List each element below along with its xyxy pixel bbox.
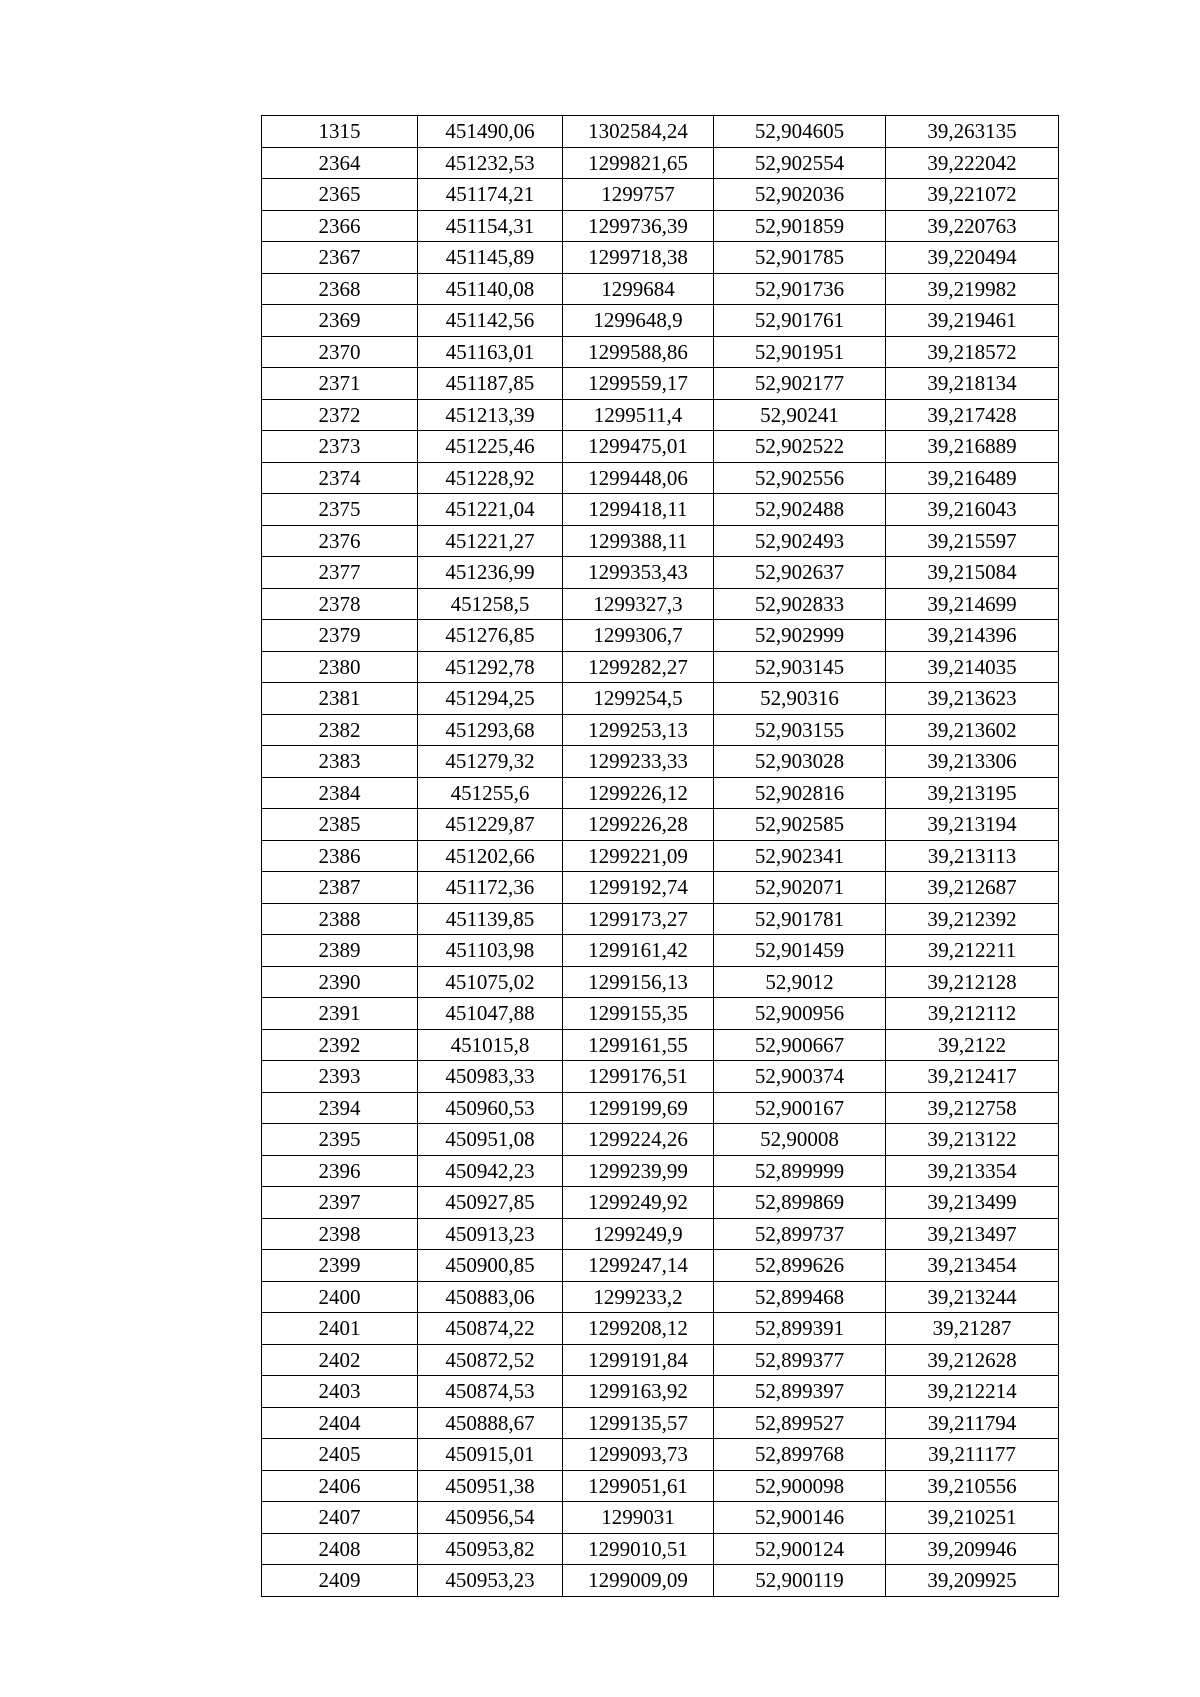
latitude-cell: 52,902554 (714, 147, 886, 179)
x-coordinate-cell: 451221,27 (418, 525, 563, 557)
longitude-cell: 39,219982 (886, 273, 1059, 305)
x-coordinate-cell: 450888,67 (418, 1407, 563, 1439)
latitude-cell: 52,902999 (714, 620, 886, 652)
table-row (262, 116, 1059, 148)
y-coordinate-cell: 1299282,27 (563, 651, 714, 683)
longitude-cell: 39,215597 (886, 525, 1059, 557)
point-number-cell: 2384 (262, 777, 418, 809)
y-coordinate-cell: 1299221,09 (563, 840, 714, 872)
longitude-cell: 39,220494 (886, 242, 1059, 274)
x-coordinate-cell: 451187,85 (418, 368, 563, 400)
point-number-cell: 2383 (262, 746, 418, 778)
point-number-cell: 2407 (262, 1502, 418, 1534)
latitude-cell: 52,904605 (714, 116, 886, 148)
y-coordinate-cell: 1299718,38 (563, 242, 714, 274)
longitude-cell: 39,216043 (886, 494, 1059, 526)
point-number-cell: 2364 (262, 147, 418, 179)
x-coordinate-cell: 450900,85 (418, 1250, 563, 1282)
table-row (262, 777, 1059, 809)
y-coordinate-cell: 1299051,61 (563, 1470, 714, 1502)
longitude-cell: 39,213122 (886, 1124, 1059, 1156)
y-coordinate-cell: 1299306,7 (563, 620, 714, 652)
y-coordinate-cell: 1299161,55 (563, 1029, 714, 1061)
point-number-cell: 2409 (262, 1565, 418, 1597)
y-coordinate-cell: 1299418,11 (563, 494, 714, 526)
x-coordinate-cell: 450953,82 (418, 1533, 563, 1565)
y-coordinate-cell: 1299208,12 (563, 1313, 714, 1345)
x-coordinate-cell: 451075,02 (418, 966, 563, 998)
x-coordinate-cell: 450951,08 (418, 1124, 563, 1156)
y-coordinate-cell: 1299173,27 (563, 903, 714, 935)
longitude-cell: 39,220763 (886, 210, 1059, 242)
longitude-cell: 39,221072 (886, 179, 1059, 211)
latitude-cell: 52,900119 (714, 1565, 886, 1597)
point-number-cell: 2401 (262, 1313, 418, 1345)
latitude-cell: 52,900098 (714, 1470, 886, 1502)
latitude-cell: 52,899391 (714, 1313, 886, 1345)
x-coordinate-cell: 450874,22 (418, 1313, 563, 1345)
table-row (262, 966, 1059, 998)
longitude-cell: 39,209946 (886, 1533, 1059, 1565)
x-coordinate-cell: 451221,04 (418, 494, 563, 526)
table-row (262, 399, 1059, 431)
point-number-cell: 2388 (262, 903, 418, 935)
longitude-cell: 39,211177 (886, 1439, 1059, 1471)
table-row (262, 1502, 1059, 1534)
latitude-cell: 52,900374 (714, 1061, 886, 1093)
y-coordinate-cell: 1299156,13 (563, 966, 714, 998)
longitude-cell: 39,213195 (886, 777, 1059, 809)
table-row (262, 1344, 1059, 1376)
longitude-cell: 39,214035 (886, 651, 1059, 683)
y-coordinate-cell: 1299684 (563, 273, 714, 305)
point-number-cell: 2396 (262, 1155, 418, 1187)
latitude-cell: 52,899737 (714, 1218, 886, 1250)
table-row (262, 1187, 1059, 1219)
x-coordinate-cell: 451103,98 (418, 935, 563, 967)
table-row (262, 714, 1059, 746)
latitude-cell: 52,899397 (714, 1376, 886, 1408)
x-coordinate-cell: 451490,06 (418, 116, 563, 148)
point-number-cell: 2402 (262, 1344, 418, 1376)
longitude-cell: 39,213602 (886, 714, 1059, 746)
y-coordinate-cell: 1299155,35 (563, 998, 714, 1030)
table-row (262, 840, 1059, 872)
longitude-cell: 39,212392 (886, 903, 1059, 935)
longitude-cell: 39,218134 (886, 368, 1059, 400)
y-coordinate-cell: 1299559,17 (563, 368, 714, 400)
y-coordinate-cell: 1299511,4 (563, 399, 714, 431)
latitude-cell: 52,90008 (714, 1124, 886, 1156)
latitude-cell: 52,903028 (714, 746, 886, 778)
longitude-cell: 39,222042 (886, 147, 1059, 179)
longitude-cell: 39,216889 (886, 431, 1059, 463)
y-coordinate-cell: 1299254,5 (563, 683, 714, 715)
x-coordinate-cell: 450913,23 (418, 1218, 563, 1250)
table-row (262, 210, 1059, 242)
latitude-cell: 52,901859 (714, 210, 886, 242)
x-coordinate-cell: 451202,66 (418, 840, 563, 872)
longitude-cell: 39,214699 (886, 588, 1059, 620)
table-row (262, 1124, 1059, 1156)
table-row (262, 1376, 1059, 1408)
longitude-cell: 39,213454 (886, 1250, 1059, 1282)
longitude-cell: 39,212211 (886, 935, 1059, 967)
latitude-cell: 52,899869 (714, 1187, 886, 1219)
longitude-cell: 39,211794 (886, 1407, 1059, 1439)
x-coordinate-cell: 451258,5 (418, 588, 563, 620)
latitude-cell: 52,901951 (714, 336, 886, 368)
longitude-cell: 39,21287 (886, 1313, 1059, 1345)
table-row (262, 525, 1059, 557)
x-coordinate-cell: 451236,99 (418, 557, 563, 589)
point-number-cell: 2372 (262, 399, 418, 431)
y-coordinate-cell: 1299226,12 (563, 777, 714, 809)
point-number-cell: 2386 (262, 840, 418, 872)
latitude-cell: 52,902488 (714, 494, 886, 526)
table-row (262, 305, 1059, 337)
point-number-cell: 2373 (262, 431, 418, 463)
point-number-cell: 2377 (262, 557, 418, 589)
table-row (262, 1439, 1059, 1471)
longitude-cell: 39,212687 (886, 872, 1059, 904)
point-number-cell: 2382 (262, 714, 418, 746)
table-row (262, 431, 1059, 463)
x-coordinate-cell: 451139,85 (418, 903, 563, 935)
x-coordinate-cell: 451140,08 (418, 273, 563, 305)
point-number-cell: 2376 (262, 525, 418, 557)
y-coordinate-cell: 1299224,26 (563, 1124, 714, 1156)
y-coordinate-cell: 1299475,01 (563, 431, 714, 463)
latitude-cell: 52,901781 (714, 903, 886, 935)
y-coordinate-cell: 1299010,51 (563, 1533, 714, 1565)
longitude-cell: 39,213497 (886, 1218, 1059, 1250)
table-row (262, 147, 1059, 179)
x-coordinate-cell: 451163,01 (418, 336, 563, 368)
point-number-cell: 2389 (262, 935, 418, 967)
table-row (262, 588, 1059, 620)
table-row (262, 273, 1059, 305)
point-number-cell: 2400 (262, 1281, 418, 1313)
y-coordinate-cell: 1299135,57 (563, 1407, 714, 1439)
point-number-cell: 2379 (262, 620, 418, 652)
x-coordinate-cell: 450872,52 (418, 1344, 563, 1376)
x-coordinate-cell: 451145,89 (418, 242, 563, 274)
point-number-cell: 2367 (262, 242, 418, 274)
latitude-cell: 52,900146 (714, 1502, 886, 1534)
x-coordinate-cell: 451142,56 (418, 305, 563, 337)
latitude-cell: 52,902833 (714, 588, 886, 620)
x-coordinate-cell: 451293,68 (418, 714, 563, 746)
latitude-cell: 52,899768 (714, 1439, 886, 1471)
table-row (262, 935, 1059, 967)
longitude-cell: 39,218572 (886, 336, 1059, 368)
point-number-cell: 2371 (262, 368, 418, 400)
longitude-cell: 39,210251 (886, 1502, 1059, 1534)
y-coordinate-cell: 1299191,84 (563, 1344, 714, 1376)
y-coordinate-cell: 1299253,13 (563, 714, 714, 746)
latitude-cell: 52,90316 (714, 683, 886, 715)
longitude-cell: 39,209925 (886, 1565, 1059, 1597)
point-number-cell: 2405 (262, 1439, 418, 1471)
table-row (262, 1533, 1059, 1565)
point-number-cell: 2392 (262, 1029, 418, 1061)
point-number-cell: 2399 (262, 1250, 418, 1282)
x-coordinate-cell: 450942,23 (418, 1155, 563, 1187)
y-coordinate-cell: 1302584,24 (563, 116, 714, 148)
point-number-cell: 2369 (262, 305, 418, 337)
x-coordinate-cell: 451276,85 (418, 620, 563, 652)
table-row (262, 746, 1059, 778)
latitude-cell: 52,902036 (714, 179, 886, 211)
longitude-cell: 39,213244 (886, 1281, 1059, 1313)
coordinates-table-body (262, 116, 1059, 1597)
longitude-cell: 39,213306 (886, 746, 1059, 778)
latitude-cell: 52,902341 (714, 840, 886, 872)
point-number-cell: 2380 (262, 651, 418, 683)
y-coordinate-cell: 1299588,86 (563, 336, 714, 368)
latitude-cell: 52,902071 (714, 872, 886, 904)
y-coordinate-cell: 1299821,65 (563, 147, 714, 179)
latitude-cell: 52,902177 (714, 368, 886, 400)
x-coordinate-cell: 451174,21 (418, 179, 563, 211)
x-coordinate-cell: 451225,46 (418, 431, 563, 463)
y-coordinate-cell: 1299176,51 (563, 1061, 714, 1093)
longitude-cell: 39,216489 (886, 462, 1059, 494)
y-coordinate-cell: 1299161,42 (563, 935, 714, 967)
y-coordinate-cell: 1299199,69 (563, 1092, 714, 1124)
latitude-cell: 52,900124 (714, 1533, 886, 1565)
latitude-cell: 52,900167 (714, 1092, 886, 1124)
point-number-cell: 2366 (262, 210, 418, 242)
latitude-cell: 52,899468 (714, 1281, 886, 1313)
x-coordinate-cell: 451292,78 (418, 651, 563, 683)
longitude-cell: 39,213499 (886, 1187, 1059, 1219)
longitude-cell: 39,2122 (886, 1029, 1059, 1061)
table-row (262, 1565, 1059, 1597)
latitude-cell: 52,9012 (714, 966, 886, 998)
y-coordinate-cell: 1299353,43 (563, 557, 714, 589)
table-row (262, 1470, 1059, 1502)
table-row (262, 462, 1059, 494)
x-coordinate-cell: 451232,53 (418, 147, 563, 179)
table-row (262, 1029, 1059, 1061)
longitude-cell: 39,212758 (886, 1092, 1059, 1124)
x-coordinate-cell: 450956,54 (418, 1502, 563, 1534)
y-coordinate-cell: 1299448,06 (563, 462, 714, 494)
x-coordinate-cell: 451228,92 (418, 462, 563, 494)
latitude-cell: 52,901736 (714, 273, 886, 305)
latitude-cell: 52,899999 (714, 1155, 886, 1187)
y-coordinate-cell: 1299239,99 (563, 1155, 714, 1187)
latitude-cell: 52,901785 (714, 242, 886, 274)
longitude-cell: 39,213623 (886, 683, 1059, 715)
point-number-cell: 2393 (262, 1061, 418, 1093)
point-number-cell: 2395 (262, 1124, 418, 1156)
latitude-cell: 52,902556 (714, 462, 886, 494)
x-coordinate-cell: 451229,87 (418, 809, 563, 841)
x-coordinate-cell: 451279,32 (418, 746, 563, 778)
table-row (262, 494, 1059, 526)
table-row (262, 1313, 1059, 1345)
table-row (262, 179, 1059, 211)
longitude-cell: 39,212417 (886, 1061, 1059, 1093)
point-number-cell: 2374 (262, 462, 418, 494)
longitude-cell: 39,213113 (886, 840, 1059, 872)
y-coordinate-cell: 1299648,9 (563, 305, 714, 337)
point-number-cell: 2398 (262, 1218, 418, 1250)
x-coordinate-cell: 450915,01 (418, 1439, 563, 1471)
longitude-cell: 39,215084 (886, 557, 1059, 589)
point-number-cell: 2391 (262, 998, 418, 1030)
y-coordinate-cell: 1299226,28 (563, 809, 714, 841)
point-number-cell: 2404 (262, 1407, 418, 1439)
latitude-cell: 52,899527 (714, 1407, 886, 1439)
y-coordinate-cell: 1299031 (563, 1502, 714, 1534)
table-row (262, 1407, 1059, 1439)
y-coordinate-cell: 1299388,11 (563, 525, 714, 557)
longitude-cell: 39,214396 (886, 620, 1059, 652)
point-number-cell: 1315 (262, 116, 418, 148)
y-coordinate-cell: 1299233,2 (563, 1281, 714, 1313)
table-row (262, 242, 1059, 274)
x-coordinate-cell: 451172,36 (418, 872, 563, 904)
latitude-cell: 52,90241 (714, 399, 886, 431)
x-coordinate-cell: 451015,8 (418, 1029, 563, 1061)
latitude-cell: 52,902816 (714, 777, 886, 809)
latitude-cell: 52,902637 (714, 557, 886, 589)
x-coordinate-cell: 450927,85 (418, 1187, 563, 1219)
latitude-cell: 52,900667 (714, 1029, 886, 1061)
longitude-cell: 39,212112 (886, 998, 1059, 1030)
point-number-cell: 2390 (262, 966, 418, 998)
y-coordinate-cell: 1299009,09 (563, 1565, 714, 1597)
table-row (262, 620, 1059, 652)
point-number-cell: 2368 (262, 273, 418, 305)
table-row (262, 1281, 1059, 1313)
y-coordinate-cell: 1299757 (563, 179, 714, 211)
latitude-cell: 52,901761 (714, 305, 886, 337)
table-row (262, 1092, 1059, 1124)
y-coordinate-cell: 1299249,92 (563, 1187, 714, 1219)
latitude-cell: 52,900956 (714, 998, 886, 1030)
longitude-cell: 39,213354 (886, 1155, 1059, 1187)
longitude-cell: 39,213194 (886, 809, 1059, 841)
point-number-cell: 2378 (262, 588, 418, 620)
point-number-cell: 2365 (262, 179, 418, 211)
x-coordinate-cell: 450874,53 (418, 1376, 563, 1408)
latitude-cell: 52,903145 (714, 651, 886, 683)
table-row (262, 903, 1059, 935)
table-row (262, 1061, 1059, 1093)
x-coordinate-cell: 451255,6 (418, 777, 563, 809)
longitude-cell: 39,212128 (886, 966, 1059, 998)
table-row (262, 557, 1059, 589)
y-coordinate-cell: 1299163,92 (563, 1376, 714, 1408)
table-row (262, 1250, 1059, 1282)
latitude-cell: 52,901459 (714, 935, 886, 967)
latitude-cell: 52,902493 (714, 525, 886, 557)
table-row (262, 1218, 1059, 1250)
x-coordinate-cell: 450951,38 (418, 1470, 563, 1502)
longitude-cell: 39,212628 (886, 1344, 1059, 1376)
longitude-cell: 39,210556 (886, 1470, 1059, 1502)
latitude-cell: 52,899377 (714, 1344, 886, 1376)
table-row (262, 683, 1059, 715)
point-number-cell: 2397 (262, 1187, 418, 1219)
longitude-cell: 39,219461 (886, 305, 1059, 337)
coordinates-table (261, 115, 1059, 1597)
latitude-cell: 52,899626 (714, 1250, 886, 1282)
y-coordinate-cell: 1299233,33 (563, 746, 714, 778)
x-coordinate-cell: 450953,23 (418, 1565, 563, 1597)
table-row (262, 1155, 1059, 1187)
x-coordinate-cell: 451047,88 (418, 998, 563, 1030)
y-coordinate-cell: 1299249,9 (563, 1218, 714, 1250)
table-row (262, 998, 1059, 1030)
y-coordinate-cell: 1299247,14 (563, 1250, 714, 1282)
y-coordinate-cell: 1299192,74 (563, 872, 714, 904)
y-coordinate-cell: 1299327,3 (563, 588, 714, 620)
point-number-cell: 2403 (262, 1376, 418, 1408)
table-row (262, 872, 1059, 904)
x-coordinate-cell: 451154,31 (418, 210, 563, 242)
point-number-cell: 2370 (262, 336, 418, 368)
point-number-cell: 2387 (262, 872, 418, 904)
x-coordinate-cell: 451294,25 (418, 683, 563, 715)
longitude-cell: 39,212214 (886, 1376, 1059, 1408)
longitude-cell: 39,217428 (886, 399, 1059, 431)
x-coordinate-cell: 450983,33 (418, 1061, 563, 1093)
x-coordinate-cell: 450883,06 (418, 1281, 563, 1313)
point-number-cell: 2406 (262, 1470, 418, 1502)
table-row (262, 809, 1059, 841)
point-number-cell: 2394 (262, 1092, 418, 1124)
latitude-cell: 52,902585 (714, 809, 886, 841)
point-number-cell: 2385 (262, 809, 418, 841)
table-row (262, 651, 1059, 683)
table-row (262, 368, 1059, 400)
longitude-cell: 39,263135 (886, 116, 1059, 148)
table-row (262, 336, 1059, 368)
y-coordinate-cell: 1299093,73 (563, 1439, 714, 1471)
latitude-cell: 52,902522 (714, 431, 886, 463)
x-coordinate-cell: 450960,53 (418, 1092, 563, 1124)
x-coordinate-cell: 451213,39 (418, 399, 563, 431)
point-number-cell: 2381 (262, 683, 418, 715)
point-number-cell: 2375 (262, 494, 418, 526)
latitude-cell: 52,903155 (714, 714, 886, 746)
y-coordinate-cell: 1299736,39 (563, 210, 714, 242)
point-number-cell: 2408 (262, 1533, 418, 1565)
